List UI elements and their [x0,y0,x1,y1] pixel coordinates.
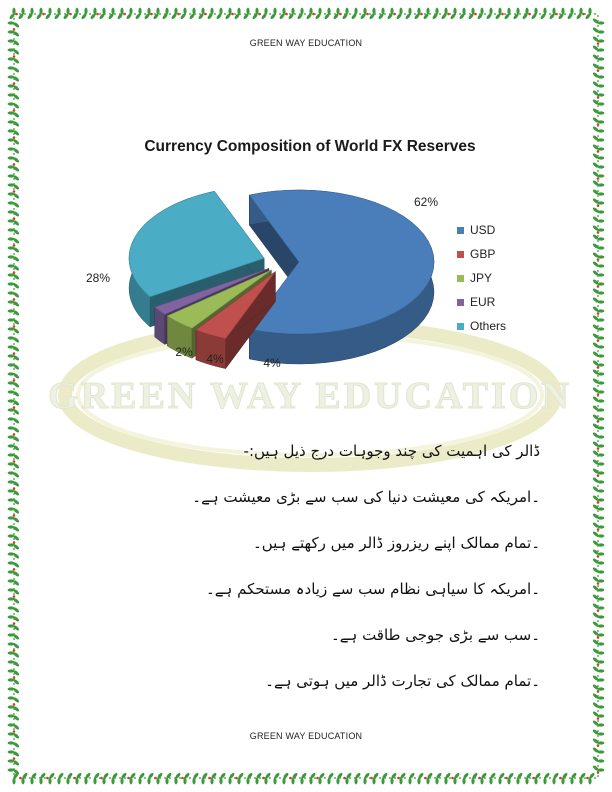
urdu-intro: ڈالر کی اہمیت کی چند وجوہات درج ذیل ہیں:- [243,442,540,460]
vine-leaf [8,606,20,613]
legend-item-usd [457,218,506,242]
vine-leaf [592,747,604,754]
vine-leaf [8,426,20,433]
legend-swatch [457,275,464,282]
vine-leaf [208,772,217,784]
vine-leaf [8,460,20,469]
vine-leaf [262,772,271,784]
data-label-jpy: 4% [206,352,224,366]
vine-leaf [505,772,514,784]
vine-leaf [592,567,604,574]
vine-leaf [592,540,604,547]
vine-leaf [592,558,604,565]
vine-leaf [39,772,46,784]
vine-leaf [309,772,316,784]
legend-swatch [457,251,464,258]
vine-leaf [592,684,604,693]
vine-leaf [592,405,604,412]
vine-leaf [111,772,118,784]
vine-leaf [8,568,20,577]
vine-leaf [417,772,424,784]
vine-leaf [592,585,604,592]
vine-leaf [174,772,181,784]
vine-leaf [592,576,604,585]
urdu-line-5: ۔تمام ممالک کی تجارت ڈالر میں ہوتی ہے۔ [265,672,540,690]
vine-leaf [592,432,604,439]
vine-leaf [559,772,568,784]
vine-leaf [8,433,20,442]
vine-leaf [592,657,604,666]
vine-leaf [478,772,487,784]
legend-label: JPY [470,271,493,285]
vine-leaf [397,772,406,784]
vine-leaf [273,772,280,784]
vine-leaf [8,669,20,676]
vine-leaf [592,666,604,673]
vine-leaf [8,649,20,658]
vine-leaf [525,772,532,784]
vine-leaf [8,750,20,757]
urdu-line-4: ۔سب سے بڑی جوجی طاقت ہے۔ [330,626,540,644]
vine-leaf [592,549,604,558]
vine-leaf [8,417,20,424]
vine-leaf [8,714,20,721]
vine-leaf [8,561,20,568]
vine-leaf [354,772,361,784]
vine-leaf [592,639,604,646]
vine-leaf [8,579,20,586]
vine-leaf [408,772,415,784]
legend-swatch [457,323,464,330]
vine-leaf [592,513,604,520]
vine-leaf [381,772,388,784]
vine-leaf [489,772,496,784]
vine-leaf [336,772,343,784]
vine-leaf [363,772,370,784]
vine-leaf [570,772,577,784]
watermark-text: GREEN WAY EDUCATION [48,375,572,417]
vine-leaf [300,772,307,784]
vine-leaf [370,772,379,784]
vine-leaf [8,757,20,766]
vine-leaf [592,675,604,682]
vine-leaf [8,660,20,667]
vine-leaf [228,772,235,784]
vine-leaf [8,498,20,505]
vine-leaf [120,772,127,784]
vine-leaf [8,588,20,595]
vine-leaf [592,459,604,466]
vine-leaf [289,772,298,784]
data-label-usd: 62% [413,195,439,209]
vine-leaf [8,471,20,478]
legend-swatch [457,299,464,306]
vine-leaf [316,772,325,784]
legend-label: GBP [470,247,496,261]
chart-legend [457,218,506,338]
vine-leaf [592,693,604,700]
vine-leaf [592,450,604,457]
vine-leaf [471,772,478,784]
vine-leaf [592,711,604,720]
vine-leaf [579,772,586,784]
pie-slice-usd [249,190,434,364]
legend-swatch [457,227,464,234]
vine-leaf [516,772,523,784]
vine-leaf [498,772,505,784]
vine-leaf [451,772,460,784]
vine-leaf [219,772,226,784]
legend-label: EUR [470,295,496,309]
vine-leaf [586,772,595,784]
data-label-eur: 2% [175,345,193,359]
vine-leaf [462,772,469,784]
vine-leaf [8,480,20,487]
vine-leaf [8,687,20,694]
vine-leaf [532,772,541,784]
vine-leaf [235,772,244,784]
legend-item-others [457,314,506,338]
vine-leaf [592,720,604,727]
vine-leaf [8,595,20,604]
legend-item-jpy [457,266,506,290]
vine-leaf [8,622,20,631]
vine-leaf [19,772,28,784]
urdu-line-2: ۔تمام ممالک اپنے ریزروز ڈالر میں رکھتے ہیں۔ [252,534,540,552]
vine-leaf [592,594,604,601]
vine-leaf [8,444,20,451]
vine-leaf [592,477,604,484]
vine-leaf [8,741,20,748]
vine-leaf [592,648,604,655]
vine-leaf [8,723,20,730]
vine-leaf [84,772,91,784]
legend-label: Others [470,319,507,333]
vine-leaf [592,522,604,531]
vine-leaf [8,453,20,460]
vine-leaf [8,534,20,541]
vine-leaf [327,772,334,784]
vine-leaf [343,772,352,784]
vine-leaf [592,603,604,612]
data-label-others: 28% [85,271,111,285]
vine-leaf [8,525,20,532]
vine-leaf [592,423,604,430]
vine-leaf [592,756,604,763]
vine-leaf [8,399,20,406]
vine-leaf [592,621,604,628]
vine-leaf [282,772,289,784]
vine-leaf [552,772,559,784]
vine-leaf [592,702,604,709]
vine-leaf [8,507,20,514]
vine-leaf [592,504,604,511]
vine-leaf [592,441,604,450]
vine-leaf [592,486,604,493]
vine-leaf [57,772,64,784]
vine-leaf [8,514,20,523]
vine-leaf [73,772,82,784]
vine-leaf [592,468,604,477]
vine-leaf [8,696,20,703]
vine-leaf [93,772,100,784]
vine-leaf [165,772,172,784]
legend-item-gbp [457,242,506,266]
footer-text: GREEN WAY EDUCATION [249,731,363,741]
vine-leaf [100,772,109,784]
vine-leaf [138,772,145,784]
vine-leaf [201,772,208,784]
vine-leaf [147,772,154,784]
vine-leaf [8,487,20,496]
vine-leaf [8,406,20,415]
vine-leaf [592,495,604,504]
vine-leaf [8,541,20,550]
vine-leaf [8,703,20,712]
vine-leaf [8,633,20,640]
vine-leaf [592,765,604,774]
data-label-gbp: 4% [263,356,281,370]
vine-leaf [30,772,37,784]
vine-leaf [390,772,397,784]
vine-leaf [181,772,190,784]
vine-leaf [543,772,550,784]
vine-leaf [192,772,199,784]
vine-leaf [127,772,136,784]
vine-leaf [246,772,253,784]
vine-leaf [592,531,604,538]
chart-title: Currency Composition of World FX Reserves [144,138,476,155]
vine-leaf [592,612,604,619]
header-text: GREEN WAY EDUCATION [249,38,363,48]
vine-leaf [12,772,19,784]
urdu-line-3: ۔امریکہ کا سیاہی نظام سب سے زیادہ مستحکم ہے۔ [205,580,540,598]
vine-leaf [424,772,433,784]
vine-leaf [592,630,604,639]
legend-item-eur [457,290,506,314]
legend-label: USD [470,223,496,237]
vine-leaf [154,772,163,784]
urdu-line-1: ۔امریکہ کی معیشت دنیا کی سب سے بڑی معیشت ہے۔ [192,488,540,506]
vine-leaf [66,772,73,784]
vine-leaf [8,615,20,622]
vine-leaf [435,772,442,784]
vine-leaf [8,768,20,775]
vine-leaf [444,772,451,784]
urdu-text-block [120,428,540,704]
vine-leaf [8,676,20,685]
vine-leaf [592,414,604,423]
vine-leaf [46,772,55,784]
vine-leaf [8,552,20,559]
vine-leaf [255,772,262,784]
vine-leaf [8,642,20,649]
